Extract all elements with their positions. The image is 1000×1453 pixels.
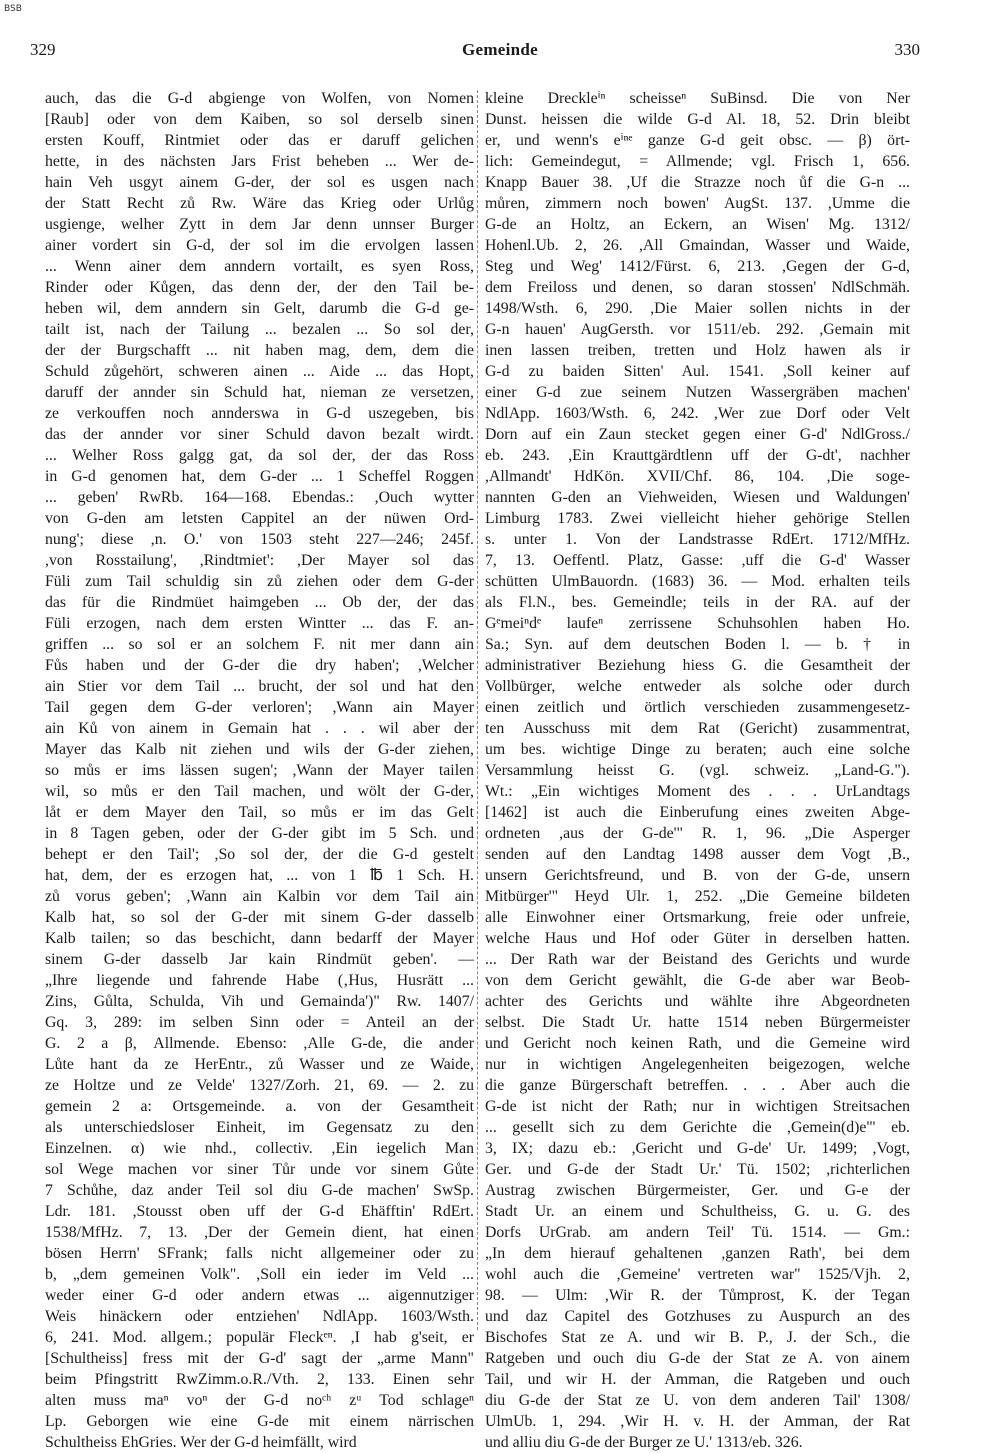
- text-line: alten muss maⁿ voⁿ der G-d noᶜʰ zᵘ Tod schlageⁿ: [45, 1392, 474, 1409]
- text-line: gemein 2 a: Ortsgemeinde. a. von der Gesamtheit: [45, 1098, 474, 1115]
- text-line: einer G-d zue seinem Nutzen Wassergräben machen': [485, 384, 910, 401]
- text-line: Versammlung heisst G. (vgl. schweiz. „Land-G.").: [485, 762, 910, 779]
- text-line: Tail, und wir H. der Amman, die Ratgeben und ouch: [485, 1371, 910, 1388]
- text-line: 98. — Ulm: ,Wir R. der Tůmprost, K. der Tegan: [485, 1287, 910, 1304]
- text-line: einen zeitlich und örtlich verschieden zusammengesetz-: [485, 699, 910, 716]
- text-line: Zins, Gůlta, Schulda, Vih und Gemainda')" Rw. 1407/: [45, 993, 474, 1010]
- text-line: b, „dem gemeinen Volk". ,Soll ein ieder im Veld ...: [45, 1266, 474, 1283]
- text-line: welche Haus und Hof oder Güter in derselben hatten.: [485, 930, 910, 947]
- text-line: Schuld zůgehört, schweren ainen ... Aide ... das Hopt,: [45, 363, 474, 380]
- page-title: Gemeinde: [461, 40, 539, 59]
- text-line: beim Pfingstritt RwZimm.o.R./Vth. 2, 133. Einen sehr: [45, 1371, 474, 1388]
- text-line: NdlApp. 1603/Wsth. 6, 242. ,Wer zue Dorf oder Velt: [485, 405, 910, 422]
- text-line: G. 2 a β, Allmende. Ebenso: ,Alle G-de, die ander: [45, 1035, 474, 1052]
- text-line: senden auf den Landtag 1498 ausser dem Vogt ,B.,: [485, 846, 910, 863]
- text-line: ... geben' RwRb. 164—168. Ebendas.: ,Ouch wytter: [45, 489, 474, 506]
- text-line: dem Freiloss und denen, so daran stossen' NdlSchmäh.: [485, 279, 910, 296]
- text-line: Vollbürger, welche entweder als solche oder durch: [485, 678, 910, 695]
- text-line: Ratgeben und ouch diu G-de der Stat ze A. von ainem: [485, 1350, 910, 1367]
- text-line: heben wil, dem anndern sin Gelt, darumb die G-d ge-: [45, 300, 474, 317]
- text-line: so můs er ims lässen sugen'; ,Wann der Mayer tailen: [45, 762, 474, 779]
- text-line: Steg und Weg' 1412/Fürst. 6, 213. ,Gegen der G-d,: [485, 258, 910, 275]
- text-line: ... gesellt sich zu dem Gerichte die ,Gemein(d)e'" eb.: [485, 1119, 910, 1136]
- text-line: Ldr. 181. ,Stousst oben uff der G-d Ehäfftin' RdErt.: [45, 1203, 474, 1220]
- text-line: der Statt Recht zů Rw. Wäre das Krieg oder Urlůg: [45, 195, 474, 212]
- left-column: [45, 88, 474, 1451]
- text-line: Knapp Bauer 38. ,Uf die Strazze noch ůf die G-n ...: [485, 174, 910, 191]
- text-line: Gᵉmeiⁿdᵉ laufeⁿ zerrissene Schuhsohlen haben Ho.: [485, 615, 910, 632]
- text-line: Tail gegen dem G-der verloren'; ,Wann ain Mayer: [45, 699, 474, 716]
- text-line: G-de ist nicht der Rath; nur in wichtigen Streitsachen: [485, 1098, 910, 1115]
- text-line: nung'; diese ,n. O.' von 1503 steht 227—246; 245f.: [45, 531, 474, 548]
- text-line: Lůte hant da ze HerEntr., zů Wasser und ze Waide,: [45, 1056, 474, 1073]
- text-line: weder einer G-d oder andern etwas ... aigennutziger: [45, 1287, 474, 1304]
- text-line: Ger. und G-de der Stadt Ur.' Tü. 1502; ,richterlichen: [485, 1161, 910, 1178]
- text-line: griffen ... so sol er an solchem F. nit mer dann ain: [45, 636, 474, 653]
- text-line: um bes. wichtige Dinge zu beraten; auch eine solche: [485, 741, 910, 758]
- text-line: Gq. 3, 289: im selben Sinn oder = Anteil an der: [45, 1014, 474, 1031]
- text-line: Füli zum Tail schuldig sin zů ziehen oder dem G-der: [45, 573, 474, 590]
- text-line: Rinder oder Kůgen, das denn der, der den Tail be-: [45, 279, 474, 296]
- text-line: ... Wenn ainer dem anndern vortailt, es syen Ross,: [45, 258, 474, 275]
- text-line: hain Veh usgyt ainem G-der, der sol es usgen nach: [45, 174, 474, 191]
- text-line: „Ihre liegende und fahrende Habe (‚Hus, Husrätt ...: [45, 972, 474, 989]
- text-line: Kalb hat, so sol der G-der mit sinem G-der dasselb: [45, 909, 474, 926]
- page-header: [30, 40, 970, 70]
- text-line: die ganze Bürgerschaft betreffen. . . . Aber auch die: [485, 1077, 910, 1094]
- text-line: G-n hauen' AugGersth. vor 1511/eb. 292. ,Gemain mit: [485, 321, 910, 338]
- text-line: Mitbürger'" Heyd Ulr. 1, 252. „Die Gemeine bildeten: [485, 888, 910, 905]
- text-line: der der Burgschafft ... nit haben mag, dem, dem die: [45, 342, 474, 359]
- text-line: als Fl.N., bes. Gemeindle; teils in der RA. auf der: [485, 594, 910, 611]
- text-line: Dorfs UrGrab. am andern Teil' Tü. 1514. — Gm.:: [485, 1224, 910, 1241]
- text-line: Mayer das Kalb nit ziehen und wils der G-der ziehen,: [45, 741, 474, 758]
- text-line: behept er den Tail'; ,So sol der, der die G-d gestelt: [45, 846, 474, 863]
- text-line: s. unter 1. Von der Landstrasse RdErt. 1712/MfHz.: [485, 531, 910, 548]
- text-line: und Gericht noch keinen Rath, und die Gemeine wird: [485, 1035, 910, 1052]
- text-line: [Schultheiss] fress mit der G-d' sagt der „arme Mann": [45, 1350, 474, 1367]
- text-line: Wt.: „Ein wichtiges Moment des . . . UrLandtags: [485, 783, 910, 800]
- text-line: er, und wenn's eⁱⁿᵉ ganze G-d geit obsc. — β) ört-: [485, 132, 910, 149]
- text-line: Austrag zwischen Bürgermeister, Ger. und G-e der: [485, 1182, 910, 1199]
- text-line: als unterschiedsloser Einheit, im Gegensatz zu den: [45, 1119, 474, 1136]
- text-line: ersten Kouff, Rintmiet oder das er daruff gelichen: [45, 132, 474, 149]
- text-line: hat, dem, der es erzogen hat, ... von 1 ℔ 1 Sch. H.: [45, 867, 474, 884]
- text-line: Hohenl.Ub. 2, 26. ,All Gmaindan, Wasser und Waide,: [485, 237, 910, 254]
- text-line: Weis hinäckern oder entziehen' NdlApp. 1603/Wsth.: [45, 1308, 474, 1325]
- text-line: kleine Dreckleⁱⁿ scheisseⁿ SuBinsd. Die von Ner: [485, 90, 910, 107]
- text-line: Fůs haben und der G-der die dry haben'; ,Welcher: [45, 657, 474, 674]
- text-line: wohl auch die ,Gemeine' vertreten war" 1525/Vjh. 2,: [485, 1266, 910, 1283]
- text-line: daruff der annder sin Schuld hat, nieman ze versetzen,: [45, 384, 474, 401]
- text-line: ordneten ,aus der G-de'" R. 1, 96. „Die Asperger: [485, 825, 910, 842]
- text-line: schütten UlmBauordn. (1683) 36. — Mod. erhalten teils: [485, 573, 910, 590]
- text-line: Dunst. heissen die wilde G-d Al. 18, 52. Drin bleibt: [485, 111, 910, 128]
- text-line: in G-d genomen hat, dem G-der ... 1 Scheffel Roggen: [45, 468, 474, 485]
- text-line: ainer vordert sin G-d, der sol im die ervolgen lassen: [45, 237, 474, 254]
- page-number-left: 329: [30, 40, 56, 59]
- text-line: eb. 243. ,Ein Krauttgärdtlenn uff der G-dt', nachher: [485, 447, 910, 464]
- text-line: nur in wichtigen Angelegenheiten beigezogen, welche: [485, 1056, 910, 1073]
- text-line: ... Welher Ross galgg gat, da sol der, der das Ross: [45, 447, 474, 464]
- text-line: alle Einwohner einer Ortsmarkung, freie oder unfreie,: [485, 909, 910, 926]
- text-line: von dem Gericht gewählt, die G-de aber war Beob-: [485, 972, 910, 989]
- text-line: ,von Rosstailung', ,Rindtmiet': ,Der Mayer sol das: [45, 552, 474, 569]
- text-line: 1538/MfHz. 7, 13. ,Der der Gemein dient, hat einen: [45, 1224, 474, 1241]
- text-line: diu G-de der Stat ze U. von dem anderen Tail' 1308/: [485, 1392, 910, 1409]
- text-line: von G-den am letsten Cappitel an der nüwen Ord-: [45, 510, 474, 527]
- text-line: zů vorus geben'; ,Wann ain Kalbin vor dem Tail ain: [45, 888, 474, 905]
- text-line: G-de an Holtz, an Eckern, an Wisen' Mg. 1312/: [485, 216, 910, 233]
- text-line: und alliu diu G-de der Burger ze U.' 1313/eb. 326.: [485, 1434, 803, 1451]
- text-line: tailt ist, nach der Tailung ... bezalen ... So sol der,: [45, 321, 474, 338]
- text-line: sinem G-der dasselb Jar kain Rindmüt geben'. —: [45, 951, 474, 968]
- text-line: unsern Gerichtsfreund, und B. von der G-de, unsern: [485, 867, 910, 884]
- text-line: G-d zu baiden Sitten' Aul. 1541. ,Soll keiner auf: [485, 363, 910, 380]
- text-line: ... Der Rath war der Beistand des Gerichts und wurde: [485, 951, 910, 968]
- text-line: usgienge, welher Zytt in dem Jar denn unnser Burger: [45, 216, 474, 233]
- text-line: låt er dem Mayer den Tail, so můs er im das Gelt: [45, 804, 474, 821]
- text-line: Sa.; Syn. auf dem deutschen Boden l. — b. † in: [485, 636, 910, 653]
- text-line: můren, zimmern noch bowen' AugSt. 137. ,Umme die: [485, 195, 910, 212]
- library-stamp: BSB: [4, 4, 22, 14]
- text-line: ain Ků von ainem in Gemain hat . . . wil aber der: [45, 720, 474, 737]
- text-line: in 8 Tagen geben, oder der G-der gibt im 5 Sch. und: [45, 825, 474, 842]
- text-line: das der annder vor siner Schuld davon bezalt wirdt.: [45, 426, 474, 443]
- text-line: ze Holtze und ze Velde' 1327/Zorh. 21, 69. — 2. zu: [45, 1077, 474, 1094]
- text-line: Füli erzogen, nach dem ersten Wintter ... das F. an-: [45, 615, 474, 632]
- text-line: Schultheiss EhGries. Wer der G-d heimfällt, wird: [45, 1434, 357, 1451]
- text-line: wil, so můs er den Tail machen, und wölt der G-der,: [45, 783, 474, 800]
- text-line: inen lassen treiben, tretten und Holz hawen als ir: [485, 342, 910, 359]
- text-line: lich: Gemeindegut, = Allmende; vgl. Frisch 1, 656.: [485, 153, 910, 170]
- text-line: 7, 13. Oeffentl. Platz, Gasse: ,uff die G-d' Wasser: [485, 552, 910, 569]
- page-number-right: 330: [894, 40, 920, 59]
- text-line: und daz Capitel des Gotzhuses zu Auspurch an des: [485, 1308, 910, 1325]
- text-line: ze verkouffen noch annderswa in G-d uszegeben, bis: [45, 405, 474, 422]
- text-line: Einzelnen. α) wie nhd., collectiv. ,Ein iegelich Man: [45, 1140, 474, 1157]
- text-line: Lp. Geborgen wie eine G-de mit einem närrischen: [45, 1413, 474, 1430]
- text-line: Bischofes Stat ze A. und wir B. P., J. der Sch., die: [485, 1329, 910, 1346]
- text-line: Kalb tailen; so das beschicht, dann bedarff der Mayer: [45, 930, 474, 947]
- text-line: nannten G-den an Viehweiden, Wiesen und Waldungen': [485, 489, 910, 506]
- text-line: ,Allmandt' HdKön. XVII/Chf. 86, 104. ,Die soge-: [485, 468, 910, 485]
- text-line: ain Stier vor dem Tail ... brucht, der sol und hat den: [45, 678, 474, 695]
- text-line: [1462] ist auch die Einberufung eines zweiten Abge-: [485, 804, 910, 821]
- text-line: 7 Schůhe, daz ander Teil sol diu G-de machen' SwSp.: [45, 1182, 474, 1199]
- text-line: [Raub] oder von dem Kaiben, so sol derselb sinen: [45, 111, 474, 128]
- text-line: Limburg 1783. Zwei vielleicht hieher gehörige Stellen: [485, 510, 910, 527]
- text-line: Stadt Ur. an einem und Schultheiss, G. u. G. des: [485, 1203, 910, 1220]
- text-line: 6, 241. Mod. allgem.; populär Fleckᵉⁿ. ,I hab g'seit, er: [45, 1329, 474, 1346]
- text-line: sol Wege machen vor siner Tůr unde vor sinem Gůte: [45, 1161, 474, 1178]
- text-line: auch, das die G-d abgienge von Wolfen, von Nomen: [45, 90, 474, 107]
- text-line: 1498/Wsth. 6, 290. ,Die Maier sollen nichts in der: [485, 300, 910, 317]
- text-line: ten Ausschuss mit dem Rat (Gericht) zusammentrat,: [485, 720, 910, 737]
- text-line: achter des Gerichts und wählte ihre Abgeordneten: [485, 993, 910, 1010]
- text-line: Dorn auf ein Zaun stecket gegen einer G-d' NdlGross./: [485, 426, 910, 443]
- text-line: 3, IX; dazu eb.: ,Gericht und G-de' Ur. 1499; ,Vogt,: [485, 1140, 910, 1157]
- text-line: „In dem hierauf gehaltenen ,ganzen Rath', bei dem: [485, 1245, 910, 1262]
- text-line: selbst. Die Stadt Ur. hatte 1514 neben Bürgermeister: [485, 1014, 910, 1031]
- text-line: bösen Herrn' SFrank; falls nicht allgemeiner oder zu: [45, 1245, 474, 1262]
- text-line: administrativer Beziehung hiess G. die Gesamtheit der: [485, 657, 910, 674]
- right-column: [485, 88, 910, 1451]
- text-line: das für die Rindmüet haimgeben ... Ob der, der das: [45, 594, 474, 611]
- text-line: hette, in des nächsten Jars Frist beheben ... Wer de-: [45, 153, 474, 170]
- column-divider: [477, 90, 478, 1330]
- text-line: UlmUb. 1, 294. ,Wir H. v. H. der Amman, der Rat: [485, 1413, 910, 1430]
